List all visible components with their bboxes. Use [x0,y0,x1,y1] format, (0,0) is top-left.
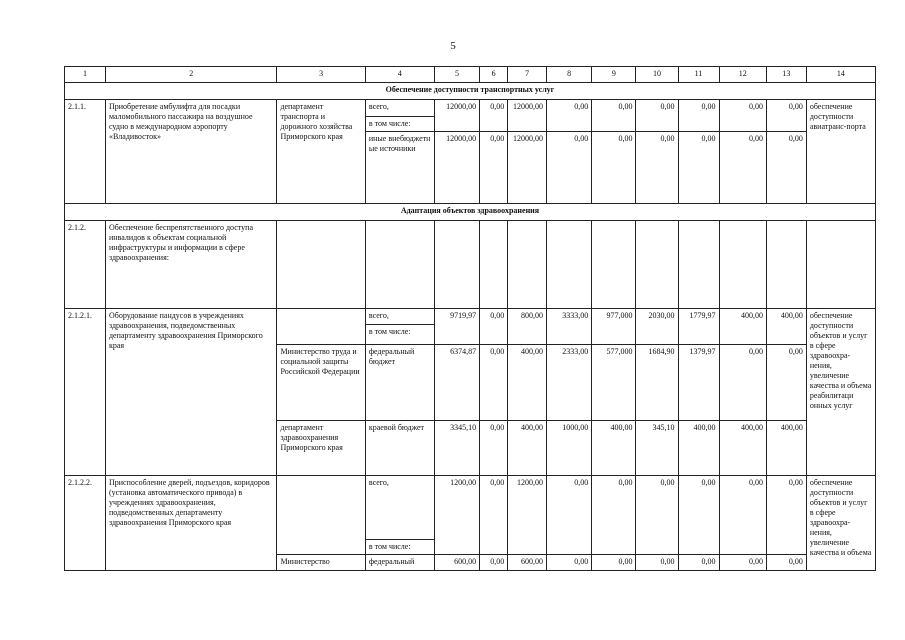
value-cell: 400,00 [719,421,766,476]
value-cell: 400,00 [678,421,719,476]
row-executor [277,476,365,555]
value-cell: 0,00 [766,132,806,204]
value-cell: 0,00 [636,476,678,555]
table-row [65,476,876,540]
empty-cell [508,221,547,309]
empty-cell [719,221,766,309]
value-cell: 800,00 [508,309,547,345]
empty-cell [806,221,875,309]
value-cell: 12000,00 [508,100,547,132]
value-cell: 1200,00 [508,476,547,555]
section-title: Адаптация объектов здравоохранения [65,204,876,221]
funding-source: в том числе: [365,117,434,132]
row-title: Приспособление дверей, подъездов, коридоров (установка автоматического привода) в учреждениях здравоохранения, подведомственных департаменту здравоохранения Приморского края [105,476,276,571]
funding-source: федеральный бюджет [365,345,434,421]
col-header: 11 [678,67,719,83]
value-cell: 0,00 [480,555,508,571]
row-title: Приобретение амбулифта для посадки маломобильного пассажира на воздушное судно в международном аэропорту «Владивосток» [105,100,276,204]
row-title: Оборудование пандусов в учреждениях здравоохранения, подведомственных департаменту здравоохранения Приморского края [105,309,276,476]
row-note: обеспечение доступности авиатранс-порта [806,100,875,204]
row-code: 2.1.2.2. [65,476,106,571]
value-cell: 0,00 [636,132,678,204]
value-cell: 0,00 [678,100,719,132]
value-cell: 2030,00 [636,309,678,345]
value-cell: 1200,00 [434,476,479,555]
row-executor: департамент транспорта и дорожного хозяйства Приморского края [277,100,365,204]
value-cell: 0,00 [766,345,806,421]
value-cell: 3333,00 [547,309,592,345]
value-cell: 6374,87 [434,345,479,421]
col-header: 3 [277,67,365,83]
value-cell: 0,00 [547,100,592,132]
funding-source: всего, [365,100,434,117]
table-row [65,309,876,325]
row-executor: Министерство [277,555,365,571]
col-header: 13 [766,67,806,83]
row-code: 2.1.1. [65,100,106,204]
value-cell: 345,10 [636,421,678,476]
page-number: 5 [450,40,456,52]
value-cell: 0,00 [480,476,508,555]
value-cell: 0,00 [592,132,636,204]
col-header: 6 [480,67,508,83]
section-row-transport [65,83,876,100]
row-title: Обеспечение беспрепятственного доступа инвалидов к объектам социальной инфраструктуры и информации в сфере здравоохранения: [105,221,276,309]
value-cell: 0,00 [480,132,508,204]
funding-source: иные внебюджетн ые источники [365,132,434,204]
col-header: 5 [434,67,479,83]
funding-source: всего, [365,476,434,540]
col-header: 8 [547,67,592,83]
col-header: 1 [65,67,106,83]
col-header: 4 [365,67,434,83]
funding-source: краевой бюджет [365,421,434,476]
value-cell: 0,00 [636,100,678,132]
section-row-health [65,204,876,221]
value-cell: 2333,00 [547,345,592,421]
value-cell: 0,00 [719,100,766,132]
value-cell: 400,00 [508,421,547,476]
row-executor: департамент здравоохранения Приморского края [277,421,365,476]
col-header: 10 [636,67,678,83]
col-header: 12 [719,67,766,83]
value-cell: 0,00 [547,555,592,571]
value-cell: 12000,00 [434,100,479,132]
program-table [64,66,876,571]
value-cell: 977,000 [592,309,636,345]
funding-source: федеральный [365,555,434,571]
value-cell: 400,00 [592,421,636,476]
row-note: обеспечение доступности объектов и услуг в сфере здравоохра-нения, увеличение качества и объема [806,476,875,571]
value-cell: 0,00 [547,132,592,204]
value-cell: 0,00 [766,555,806,571]
value-cell: 12000,00 [508,132,547,204]
value-cell: 400,00 [508,345,547,421]
value-cell: 1779,97 [678,309,719,345]
value-cell: 0,00 [719,345,766,421]
value-cell: 0,00 [636,555,678,571]
value-cell: 0,00 [592,476,636,555]
row-code: 2.1.2.1. [65,309,106,476]
value-cell: 400,00 [766,421,806,476]
funding-source: в том числе: [365,540,434,555]
value-cell: 0,00 [678,476,719,555]
row-note: обеспечение доступности объектов и услуг в сфере здравоохра-нения, увеличение качества и объема реабилитаци онных услуг [806,309,875,476]
value-cell: 12000,00 [434,132,479,204]
value-cell: 0,00 [719,555,766,571]
row-code: 2.1.2. [65,221,106,309]
value-cell: 1000,00 [547,421,592,476]
empty-cell [547,221,592,309]
value-cell: 0,00 [719,132,766,204]
empty-cell [678,221,719,309]
empty-cell [365,221,434,309]
empty-cell [636,221,678,309]
section-title: Обеспечение доступности транспортных услуг [65,83,876,100]
table-row [65,100,876,117]
empty-cell [277,221,365,309]
col-header: 2 [105,67,276,83]
empty-cell [766,221,806,309]
value-cell: 0,00 [480,345,508,421]
value-cell: 400,00 [719,309,766,345]
value-cell: 600,00 [434,555,479,571]
value-cell: 1684,90 [636,345,678,421]
column-number-row [65,67,876,83]
value-cell: 400,00 [766,309,806,345]
table-row [65,221,876,309]
value-cell: 0,00 [547,476,592,555]
col-header: 14 [806,67,875,83]
value-cell: 0,00 [592,100,636,132]
value-cell: 1379,97 [678,345,719,421]
col-header: 7 [508,67,547,83]
funding-source: всего, [365,309,434,325]
row-executor [277,309,365,345]
value-cell: 600,00 [508,555,547,571]
empty-cell [480,221,508,309]
value-cell: 0,00 [480,421,508,476]
value-cell: 0,00 [766,100,806,132]
value-cell: 577,000 [592,345,636,421]
value-cell: 0,00 [480,100,508,132]
value-cell: 0,00 [678,132,719,204]
value-cell: 0,00 [719,476,766,555]
value-cell: 0,00 [592,555,636,571]
row-executor: Министерство труда и социальной защиты Российской Федерации [277,345,365,421]
col-header: 9 [592,67,636,83]
empty-cell [434,221,479,309]
empty-cell [592,221,636,309]
value-cell: 0,00 [480,309,508,345]
value-cell: 0,00 [766,476,806,555]
funding-source: в том числе: [365,325,434,345]
value-cell: 9719,97 [434,309,479,345]
value-cell: 0,00 [678,555,719,571]
value-cell: 3345,10 [434,421,479,476]
